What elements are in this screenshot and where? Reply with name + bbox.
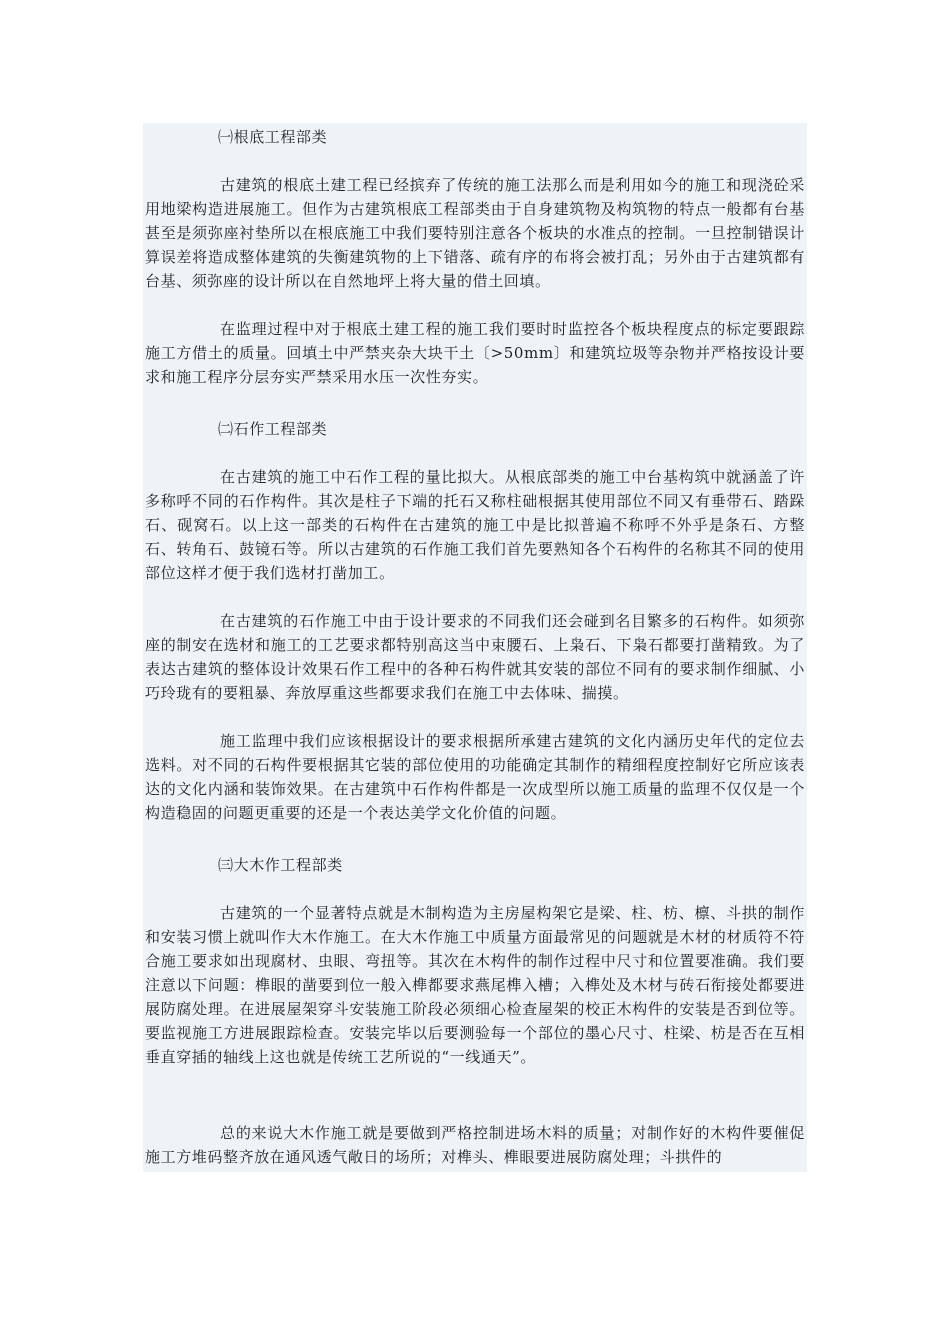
paragraph-stonework-3: 施工监理中我们应该根据设计的要求根据所承建古建筑的文化内涵历史年代的定位去选料。对不同的石构件要根据其它装的部位使用的功能确定其制作的精细程度控制好它所应该表达的文化内涵和装饰效果。在古建筑中石作构件都是一次成型所以施工质量的监理不仅仅是一个构造稳固的问题更重要的还是一个表达美学文化价值的问题。 bbox=[145, 732, 805, 822]
paragraph-foundation-2: 在监理过程中对于根底土建工程的施工我们要时时监控各个板块程度点的标定要跟踪施工方借土的质量。回填土中严禁夹杂大块干土〔>50mm〕和建筑垃圾等杂物并严格按设计要求和施工程序分层夯实严禁采用水压一次性夯实。 bbox=[145, 320, 805, 386]
paragraph-stonework-1: 在古建筑的施工中石作工程的量比拟大。从根底部类的施工中台基构筑中就涵盖了许多称呼不同的石作构件。其次是柱子下端的托石又称柱础根据其使用部位不同又有垂带石、踏跺石、砚窝石。以上这一部类的石构件在古建筑的施工中是比拟普遍不称呼不外乎是条石、方整石、转角石、鼓镜石等。所以古建筑的石作施工我们首先要熟知各个石构件的名称其不同的使用部位这样才便于我们选材打凿加工。 bbox=[145, 468, 805, 582]
paragraph-carpentry-2: 总的来说大木作施工就是要做到严格控制进场木料的质量；对制作好的木构件要催促施工方堆码整齐放在通风透气敞日的场所；对榫头、榫眼要进展防腐处理；斗拱件的 bbox=[145, 1124, 805, 1166]
section-heading-carpentry: ㈢大木作工程部类 bbox=[218, 856, 343, 874]
paragraph-carpentry-1: 古建筑的一个显著特点就是木制构造为主房屋构架它是梁、柱、枋、檩、斗拱的制作和安装习惯上就叫作大木作施工。在大木作施工中质量方面最常见的问题就是木材的材质符不符合施工要求如出现腐材、虫眼、弯扭等。其次在木构件的制作过程中尺寸和位置要准确。我们要注意以下问题：榫眼的凿要到位一般入榫都要求燕尾榫入槽；入榫处及木材与砖石衔接处都要进展防腐处理。在进展屋架穿斗安装施工阶段必须细心检查屋架的校正木构件的安装是否到位等。要监视施工方进展跟踪检查。安装完毕以后要测验每一个部位的墨心尺寸、柱梁、枋是否在互相垂直穿插的轴线上这也就是传统工艺所说的“一线通天”。 bbox=[145, 904, 805, 1066]
section-heading-foundation: ㈠根底工程部类 bbox=[218, 128, 328, 146]
document-body bbox=[143, 123, 807, 1172]
section-heading-stonework: ㈡石作工程部类 bbox=[218, 420, 328, 438]
paragraph-stonework-2: 在古建筑的石作施工中由于设计要求的不同我们还会碰到名目繁多的石构件。如须弥座的制安在选材和施工的工艺要求都特别高这当中束腰石、上枭石、下枭石都要打凿精致。为了表达古建筑的整体设计效果石作工程中的各种石构件就其安装的部位不同有的要求制作细腻、小巧玲珑有的要粗暴、奔放厚重这些都要求我们在施工中去体味、揣摸。 bbox=[145, 612, 805, 702]
paragraph-foundation-1: 古建筑的根底土建工程已经摈弃了传统的施工法那么而是利用如今的施工和现浇砼采用地梁构造进展施工。但作为古建筑根底工程部类由于自身建筑物及构筑物的特点一般都有台基甚至是须弥座衬垫所以在根底施工中我们要特别注意各个板块的水准点的控制。一旦控制错误计算误差将造成整体建筑的失衡建筑物的上下错落、疏有序的布将会被打乱；另外由于古建筑都有台基、须弥座的设计所以在自然地坪上将大量的借土回填。 bbox=[145, 176, 805, 290]
